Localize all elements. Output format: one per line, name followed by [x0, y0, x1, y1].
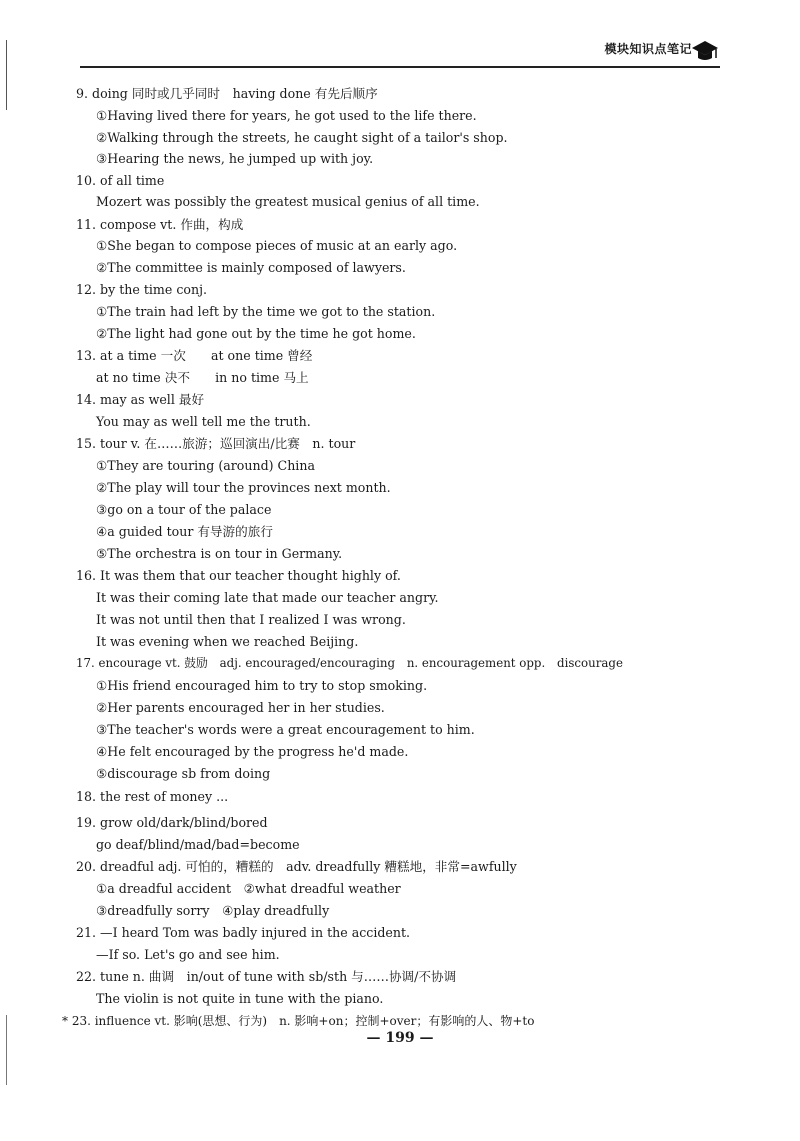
example-sentence: Mozert was possibly the greatest musical genius of all time. [96, 194, 480, 209]
example-sentence: ③The teacher's words were a great encouragement to him. [96, 722, 475, 737]
example-sentence: ①Having lived there for years, he got used to the life there. [96, 108, 477, 123]
example-sentence: at no time 决不 in no time 马上 [96, 370, 309, 385]
item-heading: 19. grow old/dark/blind/bored [76, 815, 268, 830]
item-heading: 20. dreadful adj. 可怕的，糟糕的 adv. dreadfully 糟糕地，非常=awfully [76, 859, 517, 874]
example-sentence: ②The light had gone out by the time he got home. [96, 326, 416, 341]
example-sentence: The violin is not quite in tune with the piano. [96, 991, 384, 1006]
item-heading: * 23. influence vt. 影响(思想、行为) n. 影响+on；控制+over；有影响的人、物+to [62, 1014, 535, 1028]
example-sentence: ②The committee is mainly composed of lawyers. [96, 260, 406, 275]
header-title: 模块知识点笔记 [604, 42, 692, 56]
example-sentence: ③go on a tour of the palace [96, 502, 272, 517]
example-sentence: —If so. Let's go and see him. [96, 947, 280, 962]
example-sentence: ③dreadfully sorry ④play dreadfully [96, 903, 330, 918]
example-sentence: ②The play will tour the provinces next month. [96, 480, 391, 495]
item-heading: 21. —I heard Tom was badly injured in the accident. [76, 925, 411, 940]
example-sentence: It was evening when we reached Beijing. [96, 634, 359, 649]
item-heading: 10. of all time [76, 173, 165, 188]
item-heading: 15. tour v. 在……旅游；巡回演出/比赛 n. tour [76, 436, 356, 451]
example-sentence: ①a dreadful accident ②what dreadful weather [96, 881, 401, 896]
example-sentence: ④a guided tour 有导游的旅行 [96, 524, 273, 539]
item-heading: 16. It was them that our teacher thought highly of. [76, 568, 401, 583]
item-heading: 22. tune n. 曲调 in/out of tune with sb/sth 与……协调/不协调 [76, 969, 457, 984]
example-sentence: ①They are touring (around) China [96, 458, 315, 473]
item-heading: 14. may as well 最好 [76, 392, 205, 407]
example-sentence: go deaf/blind/mad/bad=become [96, 837, 300, 852]
example-sentence: It was their coming late that made our teacher angry. [96, 590, 439, 605]
item-heading: 12. by the time conj. [76, 282, 207, 297]
example-sentence: ⑤The orchestra is on tour in Germany. [96, 546, 343, 561]
item-heading: 9. doing 同时或几乎同时 having done 有先后顺序 [76, 86, 378, 101]
example-sentence: You may as well tell me the truth. [96, 414, 311, 429]
item-heading: 17. encourage vt. 鼓励 adj. encouraged/encouraging n. encouragement opp. discourage [76, 656, 623, 670]
example-sentence: ①The train had left by the time we got to the station. [96, 304, 436, 319]
page-number: — 199 — [366, 1030, 434, 1046]
example-sentence: ④He felt encouraged by the progress he'd made. [96, 744, 409, 759]
item-heading: 13. at a time 一次 at one time 曾经 [76, 348, 313, 363]
example-sentence: ③Hearing the news, he jumped up with joy. [96, 151, 374, 166]
item-heading: 11. compose vt. 作曲，构成 [76, 217, 244, 232]
example-sentence: ②Her parents encouraged her in her studies. [96, 700, 385, 715]
example-sentence: ①She began to compose pieces of music at an early ago. [96, 238, 458, 253]
example-sentence: ⑤discourage sb from doing [96, 766, 271, 781]
example-sentence: ①His friend encouraged him to try to stop smoking. [96, 678, 428, 693]
example-sentence: ②Walking through the streets, he caught sight of a tailor's shop. [96, 130, 508, 145]
item-heading: 18. the rest of money ... [76, 789, 229, 804]
example-sentence: It was not until then that I realized I was wrong. [96, 612, 406, 627]
